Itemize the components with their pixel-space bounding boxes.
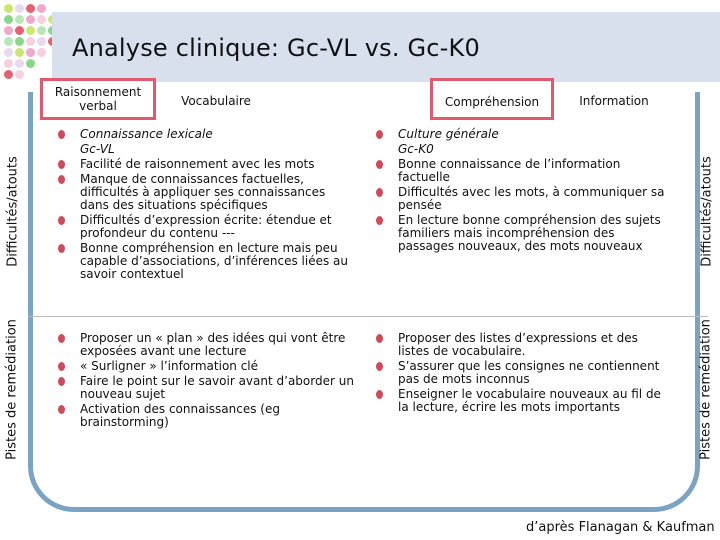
list-item-text: Proposer des listes d’expressions et des listes de vocabulaire. (398, 331, 638, 358)
bullet-icon (376, 334, 383, 343)
list-item-text: Bonne compréhension en lecture mais peu capable d’associations, d’inférences liées au savoir contextuel (80, 241, 348, 281)
list-item (54, 375, 354, 401)
bullet-icon (58, 244, 65, 253)
header-comprehension: Compréhension (430, 78, 554, 120)
list-item (54, 143, 354, 156)
list-item (372, 360, 672, 386)
list-item (372, 158, 672, 184)
list-item (54, 128, 354, 141)
bullet-icon (376, 362, 383, 371)
side-label-left-remediation: Pistes de remédiation (4, 319, 20, 460)
list-item (372, 214, 672, 253)
side-label-left-difficultes: Difficultés/atouts (5, 156, 21, 267)
ornament-dot (26, 26, 35, 35)
list-item-text: En lecture bonne compréhension des sujets familiers mais incompréhension des passages nouveaux, des mots nouveaux (398, 213, 661, 253)
credit-text: d’après Flanagan & Kaufman (526, 520, 715, 535)
ornament-dot (26, 48, 35, 57)
list-item (54, 332, 354, 358)
ornament-dot (37, 15, 46, 24)
ornament-dot (37, 37, 46, 46)
list-k0-difficultes (372, 128, 672, 255)
bullet-icon (376, 390, 383, 399)
ornament-dot (26, 15, 35, 24)
list-item-text: Facilité de raisonnement avec les mots (80, 157, 315, 171)
list-item-text: Enseigner le vocabulaire nouveaux au fil de la lecture, écrire les mots importants (398, 387, 661, 414)
bullet-icon (58, 377, 65, 386)
list-vl-difficultes (54, 128, 354, 283)
ornament-dot (4, 4, 13, 13)
bullet-icon (58, 130, 65, 139)
ornament-dot (4, 37, 13, 46)
bullet-icon (58, 334, 65, 343)
ornament-dot (15, 26, 24, 35)
list-item-text: Difficultés avec les mots, à communiquer sa pensée (398, 185, 665, 212)
list-item (54, 242, 354, 281)
ornament-dot (15, 4, 24, 13)
ornament-dot (4, 26, 13, 35)
dot-ornament (0, 0, 60, 90)
side-label-right-remediation: Pistes de remédiation (698, 319, 714, 460)
list-item-text: Bonne connaissance de l’information factuelle (398, 157, 621, 184)
list-item (54, 158, 354, 171)
list-item (372, 186, 672, 212)
row-divider (28, 316, 708, 317)
list-item-text: S’assurer que les consignes ne contiennent pas de mots inconnus (398, 359, 660, 386)
ornament-dot (15, 48, 24, 57)
ornament-dot (37, 26, 46, 35)
list-item-text: Difficultés d’expression écrite: étendue et profondeur du contenu --- (80, 213, 332, 240)
ornament-dot (15, 59, 24, 68)
ornament-dot (26, 37, 35, 46)
list-item (372, 388, 672, 414)
list-item-text: Manque de connaissances factuelles, difficultés à appliquer ses connaissances dans des situations spécifiques (80, 172, 326, 212)
list-item-text: Gc-VL (80, 142, 115, 156)
ornament-dot (26, 59, 35, 68)
ornament-dot (4, 48, 13, 57)
header-information: Information (554, 90, 674, 118)
bullet-icon (376, 188, 383, 197)
list-k0-remediation (372, 332, 672, 416)
ornament-dot (15, 70, 24, 79)
list-item (54, 360, 354, 373)
bullet-icon (376, 216, 383, 225)
list-item (54, 403, 354, 429)
bullet-icon (58, 160, 65, 169)
bullet-icon (376, 160, 383, 169)
list-item-text: « Surligner » l’information clé (80, 359, 259, 373)
list-item-text: Culture générale (398, 127, 499, 141)
list-item-text: Proposer un « plan » des idées qui vont être exposées avant une lecture (80, 331, 346, 358)
bullet-icon (58, 362, 65, 371)
list-item-text: Faire le point sur le savoir avant d’aborder un nouveau sujet (80, 374, 354, 401)
side-label-right-difficultes: Difficultés/atouts (699, 156, 715, 267)
list-item (54, 214, 354, 240)
list-item (54, 173, 354, 212)
bullet-icon (58, 216, 65, 225)
list-item-text: Gc-K0 (398, 142, 434, 156)
list-item-text: Connaissance lexicale (80, 127, 213, 141)
ornament-dot (4, 70, 13, 79)
slide-title: Analyse clinique: Gc-VL vs. Gc-K0 (72, 34, 480, 62)
header-vocabulaire: Vocabulaire (156, 90, 276, 118)
list-vl-remediation (54, 332, 354, 431)
ornament-dot (4, 59, 13, 68)
header-raisonnement-verbal: Raisonnement verbal (40, 78, 156, 120)
list-item-text: Activation des connaissances (eg brainstorming) (80, 402, 280, 429)
list-item (372, 332, 672, 358)
list-item (372, 128, 672, 141)
bullet-icon (58, 405, 65, 414)
ornament-dot (37, 48, 46, 57)
ornament-dot (15, 37, 24, 46)
ornament-dot (26, 4, 35, 13)
list-item (372, 143, 672, 156)
ornament-dot (4, 15, 13, 24)
ornament-dot (37, 4, 46, 13)
ornament-dot (15, 15, 24, 24)
bullet-icon (58, 175, 65, 184)
bullet-icon (376, 130, 383, 139)
